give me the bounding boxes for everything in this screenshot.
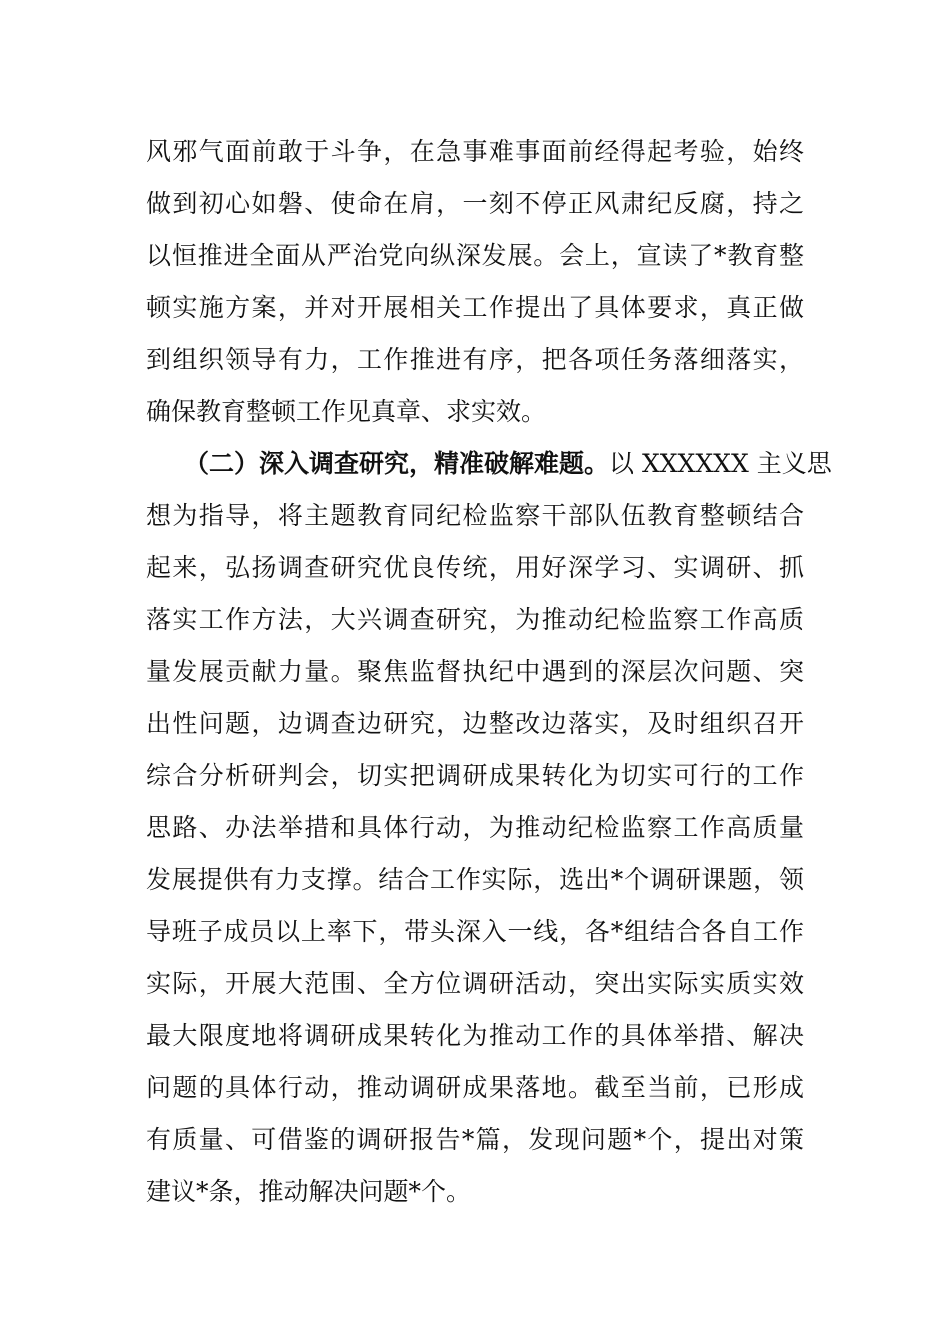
paragraph-line: 问题的具体行动，推动调研成果落地。截至当前，已形成 xyxy=(146,1073,804,1102)
paragraph-line: 做到初心如磐、使命在肩，一刻不停正风肃纪反腐，持之 xyxy=(146,189,804,218)
paragraph-line: 风邪气面前敢于斗争，在急事难事面前经得起考验，始终 xyxy=(146,137,804,166)
paragraph-line: 落实工作方法，大兴调查研究，为推动纪检监察工作高质 xyxy=(146,605,804,634)
section-heading: （二）深入调查研究，精准破解难题。 xyxy=(184,449,610,478)
paragraph-line: 实际，开展大范围、全方位调研活动，突出实际实质实效 xyxy=(146,969,804,998)
paragraph-line: 到组织领导有力，工作推进有序，把各项任务落细落实， xyxy=(146,345,804,374)
paragraph-2 xyxy=(146,438,832,1218)
paragraph-line: 思路、办法举措和具体行动，为推动纪检监察工作高质量 xyxy=(146,813,804,842)
paragraph-line: 综合分析研判会，切实把调研成果转化为切实可行的工作 xyxy=(146,761,804,790)
paragraph-line: 确保教育整顿工作见真章、求实效。 xyxy=(146,397,547,426)
paragraph-line: 量发展贡献力量。聚焦监督执纪中遇到的深层次问题、突 xyxy=(146,657,804,686)
paragraph-line: 发展提供有力支撑。结合工作实际，选出*个调研课题，领 xyxy=(146,865,804,894)
paragraph-line: 想为指导，将主题教育同纪检监察干部队伍教育整顿结合 xyxy=(146,501,804,530)
paragraph-line-rest: 以 XXXXXX 主义思 xyxy=(609,449,832,478)
paragraph-line: 起来，弘扬调查研究优良传统，用好深学习、实调研、抓 xyxy=(146,553,804,582)
paragraph-line: 有质量、可借鉴的调研报告*篇，发现问题*个，提出对策 xyxy=(146,1125,804,1154)
paragraph-line: 出性问题，边调查边研究，边整改边落实，及时组织召开 xyxy=(146,709,804,738)
paragraph-line: 最大限度地将调研成果转化为推动工作的具体举措、解决 xyxy=(146,1021,804,1050)
paragraph-first-line xyxy=(146,438,832,490)
paragraph-line: 导班子成员以上率下，带头深入一线，各*组结合各自工作 xyxy=(146,917,804,946)
paragraph-line: 建议*条，推动解决问题*个。 xyxy=(146,1177,472,1206)
paragraph-line: 以恒推进全面从严治党向纵深发展。会上，宣读了*教育整 xyxy=(146,241,804,270)
paragraph-1 xyxy=(146,126,804,438)
paragraph-line: 顿实施方案，并对开展相关工作提出了具体要求，真正做 xyxy=(146,293,804,322)
